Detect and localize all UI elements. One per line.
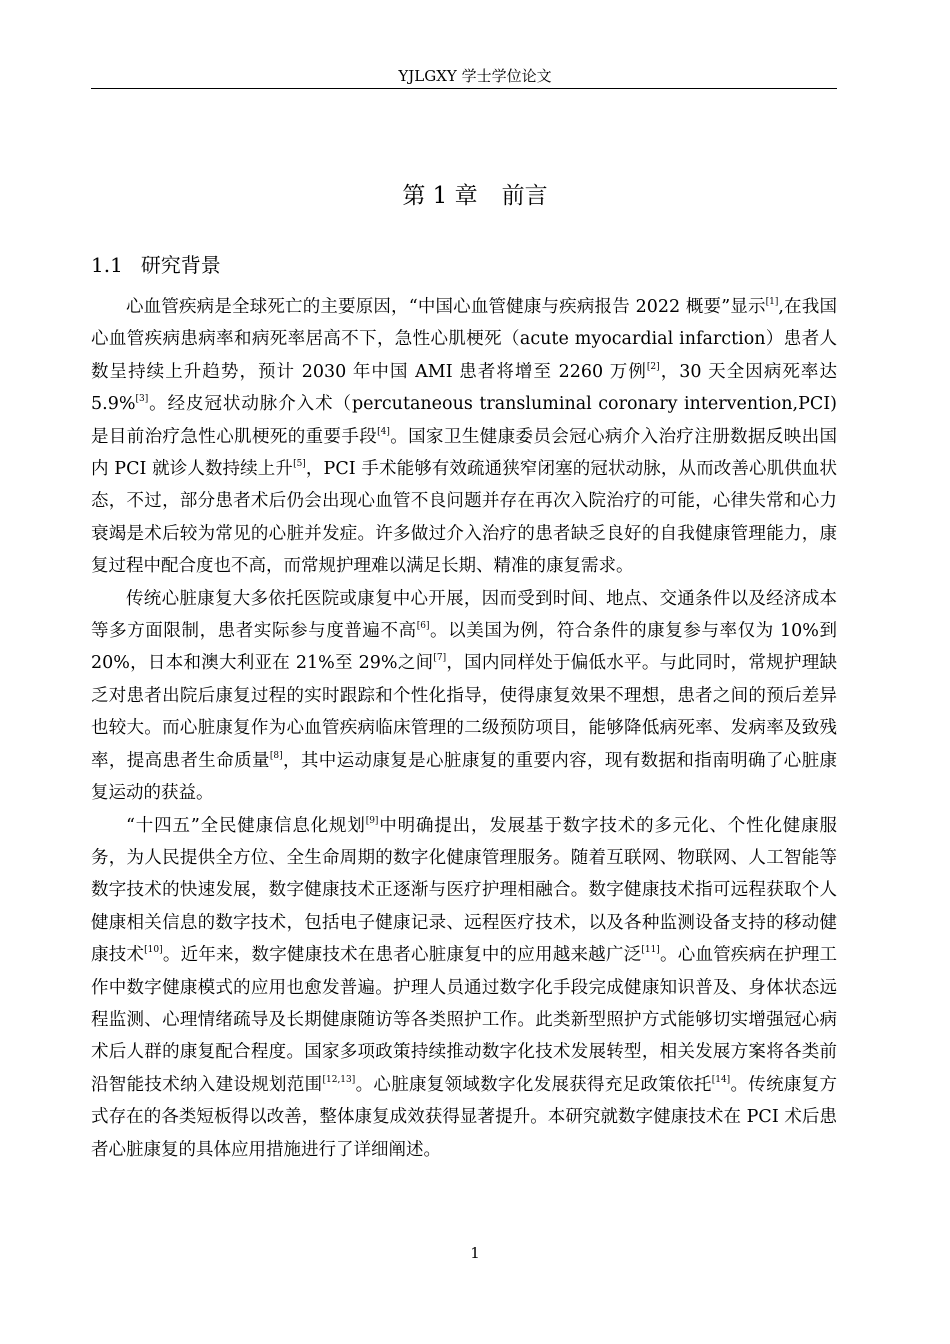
text-run: 传统心脏康复大多依托医院或康复中心开展，因而受到时间、地点、交通条件以及经济成本等多方面限制，患者实际参与度普遍不高 <box>91 588 837 642</box>
text-run: 。国家卫生健康委员会冠心病介入治疗注册数据反映出国内 PCI 就诊人数持续上升 <box>91 426 838 480</box>
paragraph <box>91 810 837 1166</box>
chapter-title <box>0 180 950 212</box>
text-run: 。近年来，数字健康技术在患者心脏康复中的应用越来越广泛 <box>162 945 642 966</box>
header-rule <box>91 88 837 89</box>
citation-marker: [14] <box>711 1074 731 1085</box>
page-number: 1 <box>470 1244 480 1262</box>
section-number: 1.1 <box>91 253 123 277</box>
citation-marker: [2] <box>646 361 660 372</box>
citation-marker: [5] <box>293 459 306 470</box>
text-run: 。传统康复方式存在的各类短板得以改善，整体康复成效获得显著提升。本研究就数字健康技术在 PCI 术后患者心脏康复的具体应用措施进行了详细阐述。 <box>91 1074 838 1160</box>
chapter-name: 前言 <box>501 183 548 209</box>
section-heading <box>91 250 221 280</box>
text-run: ,在我国心血管疾病患病率和病死率居高不下，急性心肌梗死（acute myocardial infarction）患者人数呈持续上升趋势，预计 2030 年中国 AMI 患者将增至 2260 万例 <box>91 297 837 382</box>
text-run: ，国内同样处于偏低水平。与此同时，常规护理缺乏对患者出院后康复过程的实时跟踪和个性化指导，使得康复效果不理想，患者之间的预后差异也较大。而心脏康复作为心血管疾病临床管理的二级预防项目，能够降低病死率、发病率及致残率，提高患者生命质量 <box>91 653 837 771</box>
text-run: 。心血管疾病在护理工作中数字健康模式的应用也愈发普遍。护理人员通过数字化手段完成健康知识普及、身体状态远程监测、心理情绪疏导及长期健康随访等各类照护工作。此类新型照护方式能够切实增强冠心病术后人群的康复配合程度。国家多项政策持续推动数字化技术发展转型，相关发展方案将各类前沿智能技术纳入建设规划范围 <box>91 945 838 1095</box>
citation-marker: [8] <box>269 750 283 761</box>
text-run: “十四五”全民健康信息化规划 <box>126 815 366 836</box>
text-run: 。经皮冠状动脉介入术（percutaneous transluminal coronary intervention,PCI)是目前治疗急性心肌梗死的重要手段 <box>91 394 837 447</box>
section-title: 研究背景 <box>140 253 221 277</box>
citation-marker: [4] <box>377 426 390 437</box>
text-run: 。以美国为例，符合条件的康复参与率仅为 10%到 20%，日本和澳大利亚在 21%至 29%之间 <box>91 621 837 674</box>
citation-marker: [11] <box>641 945 660 956</box>
citation-marker: [7] <box>433 653 447 664</box>
citation-marker: [6] <box>416 621 430 632</box>
paragraph <box>91 291 837 583</box>
text-run: 。心脏康复领域数字化发展获得充足政策依托 <box>355 1074 712 1095</box>
chapter-number: 第 1 章 <box>402 183 478 209</box>
citation-marker: [9] <box>365 815 379 826</box>
text-run: ，其中运动康复是心脏康复的重要内容，现有数据和指南明确了心脏康复运动的获益。 <box>91 750 837 804</box>
citation-marker: [3] <box>135 394 149 405</box>
text-run: ，PCI 手术能够有效疏通狭窄闭塞的冠状动脉，从而改善心肌供血状态，不过，部分患者术后仍会出现心血管不良问题并存在再次入院治疗的可能，心律失常和心力衰竭是术后较为常见的心脏并发症。许多做过介入治疗的患者缺乏良好的自我健康管理能力，康复过程中配合度也不高，而常规护理难以满足长期、精准的康复需求。 <box>91 459 838 577</box>
paragraph <box>91 583 837 810</box>
citation-marker: [10] <box>144 945 163 956</box>
body-text <box>91 291 837 1166</box>
running-header: YJLGXY 学士学位论文 <box>398 67 552 85</box>
text-run: ，30 天全因病死率达 5.9% <box>91 361 837 415</box>
citation-marker: [1] <box>765 297 779 307</box>
text-run: 心血管疾病是全球死亡的主要原因，“中国心血管健康与疾病报告 2022 概要”显示 <box>126 297 766 317</box>
citation-marker: [12,13] <box>322 1074 356 1085</box>
text-run: 中明确提出，发展基于数字技术的多元化、个性化健康服务，为人民提供全方位、全生命周期的数字化健康管理服务。随着互联网、物联网、人工智能等数字技术的快速发展，数字健康技术正逐渐与医疗护理相融合。数字健康技术指可远程获取个人健康相关信息的数字技术，包括电子健康记录、远程医疗技术，以及各种监测设备支持的移动健康技术 <box>91 815 837 966</box>
